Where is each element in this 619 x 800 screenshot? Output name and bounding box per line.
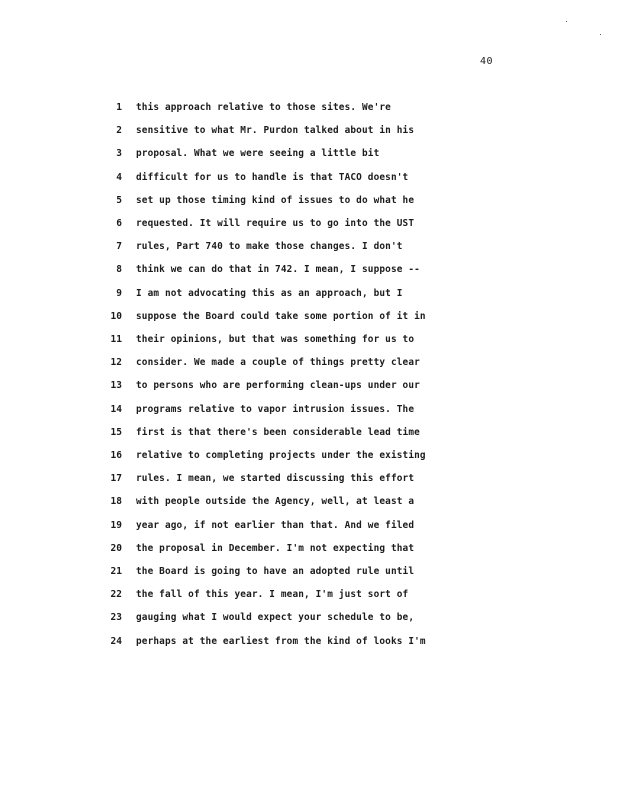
transcript-line	[0, 494, 619, 510]
line-number: 21	[110, 566, 122, 577]
transcript-line	[0, 262, 619, 278]
transcript-line	[0, 286, 619, 302]
line-text: sensitive to what Mr. Purdon talked about in his	[136, 125, 415, 137]
transcript-line	[0, 564, 619, 580]
transcript-line	[0, 355, 619, 371]
line-text: with people outside the Agency, well, at least a	[136, 496, 415, 508]
line-text: relative to completing projects under the existing	[136, 450, 426, 461]
line-number: 14	[110, 403, 122, 415]
line-number: 11	[110, 334, 122, 345]
transcript-line	[0, 425, 619, 441]
line-number: 6	[116, 218, 122, 229]
line-text: difficult for us to handle is that TACO doesn't	[136, 171, 409, 183]
transcript-line	[0, 123, 619, 139]
transcript-line	[0, 402, 619, 418]
line-text: think we can do that in 742. I mean, I suppose --	[136, 264, 420, 276]
scan-speck	[566, 21, 567, 22]
line-number: 5	[116, 194, 122, 206]
transcript-line	[0, 170, 619, 186]
line-number: 4	[116, 171, 122, 183]
transcript-line	[0, 378, 619, 394]
transcript-line	[0, 587, 619, 603]
transcript-line	[0, 471, 619, 487]
line-number: 20	[110, 542, 122, 554]
line-text: consider. We made a couple of things pretty clear	[136, 357, 420, 369]
transcript-line	[0, 541, 619, 557]
line-text: the proposal in December. I'm not expecting that	[136, 542, 415, 554]
line-text: rules, Part 740 to make those changes. I don't	[136, 241, 403, 253]
line-number: 9	[116, 287, 122, 299]
page-number: 40	[480, 56, 494, 67]
line-text: gauging what I would expect your schedule to be,	[136, 612, 415, 624]
line-text: first is that there's been considerable lead time	[136, 426, 420, 438]
transcript-line	[0, 332, 619, 348]
transcript-line	[0, 448, 619, 464]
line-number: 12	[110, 357, 122, 369]
transcript-line	[0, 634, 619, 650]
line-number: 22	[110, 589, 122, 601]
line-text: the fall of this year. I mean, I'm just sort of	[136, 589, 409, 601]
line-text: rules. I mean, we started discussing this effort	[136, 473, 415, 485]
line-number: 17	[110, 473, 122, 485]
line-text: to persons who are performing clean-ups under our	[136, 380, 420, 392]
transcript-line	[0, 518, 619, 534]
line-text: I am not advocating this as an approach, but I	[136, 287, 403, 299]
transcript-line	[0, 216, 619, 232]
line-text: perhaps at the earliest from the kind of looks I'm	[136, 635, 426, 647]
line-text: suppose the Board could take some portion of it in	[136, 310, 426, 322]
line-number: 15	[110, 426, 122, 438]
line-text: set up those timing kind of issues to do what he	[136, 194, 415, 206]
line-text: this approach relative to those sites. We're	[136, 102, 391, 113]
line-number: 18	[110, 496, 122, 508]
line-number: 8	[116, 264, 122, 276]
line-number: 16	[110, 450, 122, 461]
transcript-line	[0, 100, 619, 116]
line-text: requested. It will require us to go into the UST	[136, 218, 415, 229]
line-text: proposal. What we were seeing a little bit	[136, 148, 380, 160]
transcript-line	[0, 146, 619, 162]
transcript-line	[0, 239, 619, 255]
line-text: their opinions, but that was something for us to	[136, 334, 415, 345]
line-number: 19	[110, 519, 122, 531]
transcript-line	[0, 610, 619, 626]
transcript-line	[0, 309, 619, 325]
line-number: 13	[110, 380, 122, 392]
line-number: 10	[110, 310, 122, 322]
line-text: programs relative to vapor intrusion issues. The	[136, 403, 415, 415]
line-number: 3	[116, 148, 122, 160]
scan-speck	[600, 34, 601, 35]
line-number: 1	[116, 102, 122, 113]
line-text: the Board is going to have an adopted rule until	[136, 566, 415, 577]
line-number: 7	[116, 241, 122, 253]
line-text: year ago, if not earlier than that. And we filed	[136, 519, 415, 531]
line-number: 2	[116, 125, 122, 137]
transcript-line	[0, 193, 619, 209]
line-number: 24	[110, 635, 122, 647]
line-number: 23	[110, 612, 122, 624]
